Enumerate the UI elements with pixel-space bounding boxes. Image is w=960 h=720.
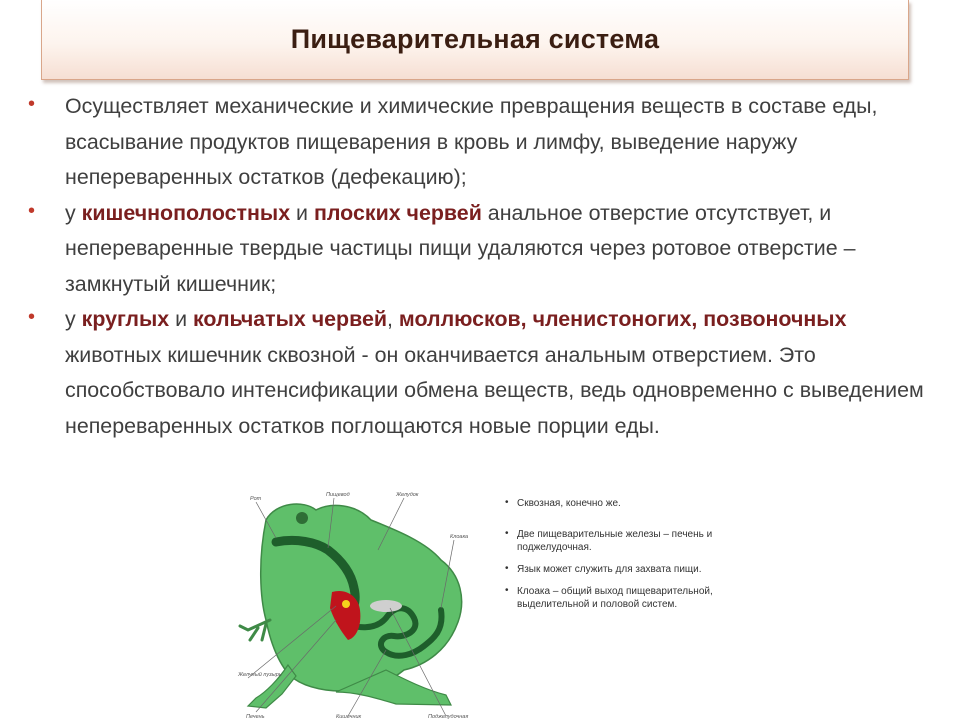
frog-digestive-system-figure	[236, 480, 498, 720]
page-title: Пищеварительная система	[290, 24, 660, 54]
figure-note	[505, 563, 725, 576]
bullet-list	[22, 89, 932, 444]
note-bullet-icon: •	[505, 497, 509, 508]
figure-note-text: Две пищеварительные железы – печень и поджелудочная.	[517, 529, 713, 553]
figure-label-intestine: Кишечник	[336, 714, 362, 720]
bullet-icon: •	[28, 199, 36, 222]
figure-note	[505, 528, 725, 554]
note-bullet-icon: •	[505, 528, 509, 539]
bullet-text: животных кишечник сквозной - он оканчивается анальным отверстием. Это способствовало интенсификации обмена веществ, ведь одновременно с выведением непереваренных остатков поглощаются новые порции еды.	[65, 342, 924, 438]
bullet-item	[22, 89, 932, 196]
bullet-text: и	[169, 307, 193, 331]
figure-label-gallbladder: Желчный пузырь	[238, 672, 282, 678]
highlighted-term: моллюсков, членистоногих, позвоночных	[398, 307, 847, 331]
highlighted-term: круглых	[81, 307, 170, 331]
frog-pancreas	[370, 600, 402, 612]
frog-hand	[240, 620, 270, 640]
figure-note-text: Язык может служить для захвата пищи.	[517, 564, 702, 575]
bullet-item	[22, 302, 932, 444]
bullet-text: и	[290, 200, 314, 225]
bullet-icon: •	[28, 306, 36, 328]
highlighted-term: кишечнополостных	[81, 200, 291, 225]
figure-label-cloaca: Клоака	[450, 534, 469, 540]
figure-label-pancreas: Поджелудочная	[428, 714, 469, 720]
figure-note-text: Сквозная, конечно же.	[517, 498, 621, 509]
note-bullet-icon: •	[505, 585, 509, 596]
figure-label-stomach: Желудок	[396, 492, 419, 498]
bullet-text: анальное отверстие отсутствует, и непереваренные твердые частицы пищи удаляются через ротовое отверстие – замкнутый кишечник;	[65, 200, 856, 296]
frog-eye	[296, 512, 308, 524]
bullet-text: Осуществляет механические и химические превращения веществ в составе еды, всасывание продуктов пищеварения в кровь и лимфу, выведение наружу непереваренных остатков (дефекацию);	[65, 94, 878, 189]
figure-label-liver: Печень	[246, 714, 265, 720]
figure-label-mouth: Рот	[250, 496, 262, 502]
frog-body	[261, 504, 462, 691]
figure-note	[505, 497, 725, 510]
bullet-icon: •	[28, 93, 36, 115]
highlighted-term: плоских червей	[313, 200, 482, 225]
figure-note	[505, 585, 725, 611]
bullet-text: у	[65, 200, 82, 225]
figure-label-esophagus: Пищевод	[326, 492, 350, 498]
figure-notes-list	[505, 497, 725, 620]
title-box	[41, 0, 909, 80]
highlighted-term: кольчатых червей	[193, 307, 388, 331]
bullet-text: у	[65, 307, 82, 331]
bullet-item	[22, 196, 932, 303]
figure-note-text: Клоака – общий выход пищеварительной, выделительной и половой систем.	[517, 586, 713, 610]
note-bullet-icon: •	[505, 563, 509, 574]
bullet-text: ,	[387, 307, 399, 331]
frog-gallbladder	[342, 600, 350, 608]
